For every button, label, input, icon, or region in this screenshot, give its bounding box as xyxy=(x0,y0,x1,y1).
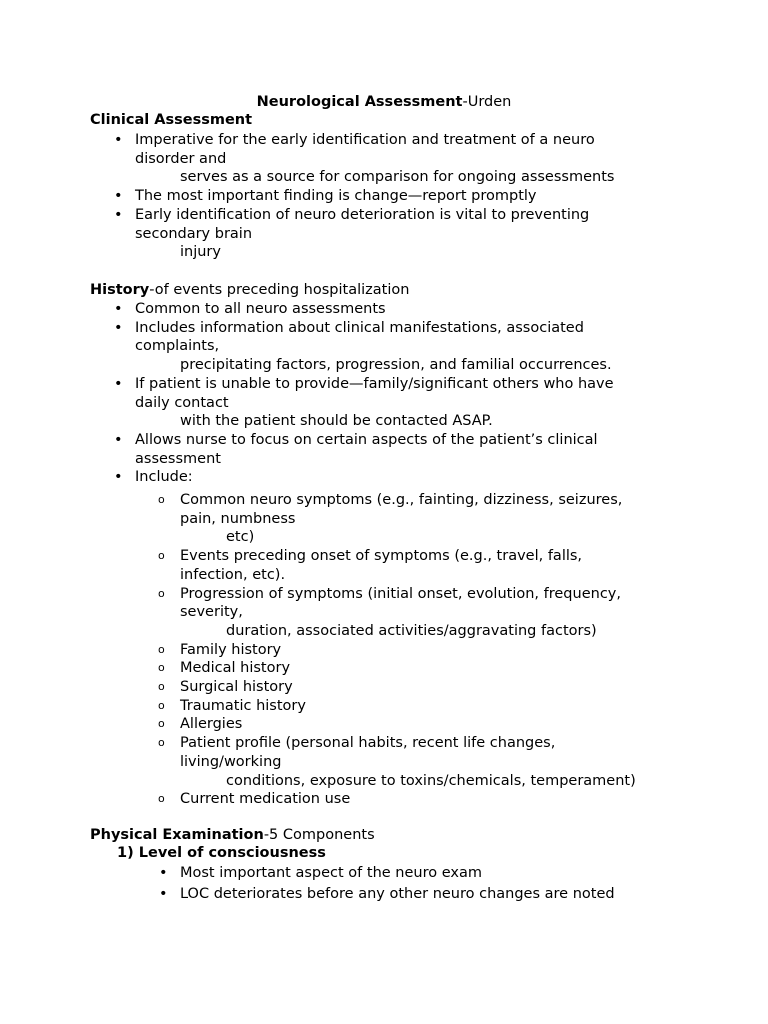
sublist-item: o Traumatic history xyxy=(158,697,306,714)
document-title xyxy=(0,93,768,112)
title-main: Neurological Assessment xyxy=(256,94,463,110)
bullet-icon: • xyxy=(114,431,123,448)
sublist-item: o Family history xyxy=(158,641,282,658)
list-item: • The most important finding is change—report promptly xyxy=(114,188,537,205)
list-item-continuation: injury xyxy=(180,244,221,261)
history-list xyxy=(0,300,768,487)
bullet-icon: • xyxy=(114,206,123,223)
sublist-item-continuation: etc) xyxy=(226,529,255,546)
list-item: • Most important aspect of the neuro exam xyxy=(159,865,482,881)
list-item: • LOC deteriorates before any other neuro changes are noted xyxy=(159,885,615,902)
sublist-item: o Progression of symptoms (initial onset, evolution, frequency, severity, xyxy=(158,585,621,621)
physical-exam-list xyxy=(0,864,768,903)
list-item-continuation: with the patient should be contacted ASAP. xyxy=(180,413,493,430)
bullet-icon: • xyxy=(159,885,168,902)
sublist-item: o Patient profile (personal habits, recent life changes, living/working xyxy=(158,735,556,770)
sub-bullet-icon: o xyxy=(158,792,165,806)
sub-bullet-icon: o xyxy=(158,642,165,656)
sublist-item: o Events preceding onset of symptoms (e.g., travel, falls, infection, etc). xyxy=(158,548,583,583)
bullet-icon: • xyxy=(114,132,123,148)
bullet-icon: • xyxy=(159,865,168,881)
sublist-item: o Medical history xyxy=(158,660,291,677)
title-suffix: -Urden xyxy=(462,94,512,110)
list-item-continuation: precipitating factors, progression, and familial occurrences. xyxy=(180,357,612,374)
list-item: • Early identification of neuro deterioration is vital to preventing secondary brain xyxy=(114,206,590,242)
loc-subheading: 1) Level of consciousness xyxy=(117,845,326,861)
bullet-icon: • xyxy=(114,319,123,336)
sublist-item: o Allergies xyxy=(158,716,243,733)
clinical-assessment-heading: Clinical Assessment xyxy=(90,112,253,128)
sublist-item-continuation: conditions, exposure to toxins/chemicals, temperament) xyxy=(226,772,636,789)
sublist-item: o Current medication use xyxy=(158,791,351,808)
list-item: • Includes information about clinical manifestations, associated complaints, xyxy=(114,319,584,355)
list-item: • If patient is unable to provide—family/significant others who have daily contact xyxy=(114,375,614,411)
sub-bullet-icon: o xyxy=(158,493,165,506)
list-item-continuation: serves as a source for comparison for ongoing assessments xyxy=(180,169,615,186)
list-item: • Allows nurse to focus on certain aspects of the patient’s clinical assessment xyxy=(114,431,598,467)
list-item: • Common to all neuro assessments xyxy=(114,301,386,317)
bullet-icon: • xyxy=(114,188,123,205)
list-item: • Include: xyxy=(114,469,193,486)
sub-bullet-icon: o xyxy=(158,698,165,712)
sub-bullet-icon: o xyxy=(158,661,165,675)
clinical-assessment-list xyxy=(0,131,768,262)
sub-bullet-icon: o xyxy=(158,549,165,563)
bullet-icon: • xyxy=(114,301,123,317)
sub-bullet-icon: o xyxy=(158,680,165,694)
sub-bullet-icon: o xyxy=(158,717,165,731)
sublist-item: o Common neuro symptoms (e.g., fainting, dizziness, seizures, pain, numbness xyxy=(158,492,623,527)
bullet-icon: • xyxy=(114,375,123,392)
sub-bullet-icon: o xyxy=(158,736,165,750)
bullet-icon: • xyxy=(114,469,123,486)
sub-bullet-icon: o xyxy=(158,586,165,600)
history-heading: History-of events preceding hospitalization xyxy=(90,282,410,298)
sublist-item: o Surgical history xyxy=(158,679,293,696)
list-item: • Imperative for the early identification and treatment of a neuro disorder and xyxy=(114,132,595,167)
physical-exam-heading: Physical Examination-5 Components xyxy=(90,827,375,843)
include-sublist xyxy=(0,491,768,809)
sublist-item-continuation: duration, associated activities/aggravating factors) xyxy=(226,622,597,639)
